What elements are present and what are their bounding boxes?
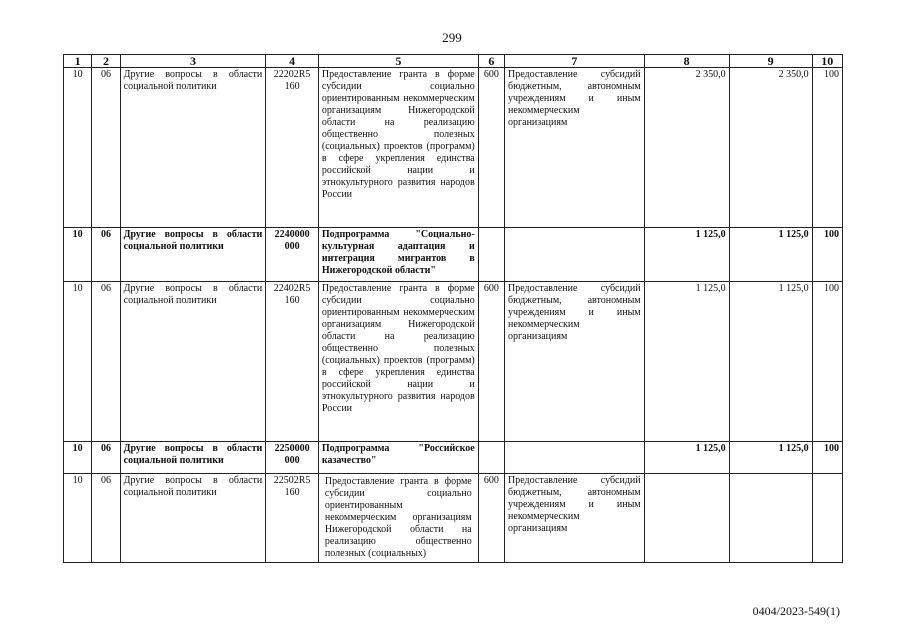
description-cell: Подпрограмма "Российское казачество" (318, 442, 478, 474)
table-row (64, 474, 843, 563)
fact-amount-cell: 1 125,0 (729, 282, 812, 442)
percent-cell: 100 (812, 228, 842, 282)
table-header-row (64, 55, 843, 68)
percent-cell: 100 (812, 282, 842, 442)
table-row (64, 228, 843, 282)
section-cell: 10 (64, 68, 92, 228)
column-header: 8 (644, 55, 729, 68)
name-cell: Другие вопросы в области социальной политики (120, 282, 266, 442)
percent-cell (812, 474, 842, 563)
page-number: 299 (442, 30, 462, 45)
fact-amount-cell: 1 125,0 (729, 228, 812, 282)
table-row (64, 282, 843, 442)
target-code-cell: 22402R5 160 (266, 282, 319, 442)
plan-amount-cell: 1 125,0 (644, 228, 729, 282)
description-cell: Подпрограмма "Социально-культурная адаптация и интеграция мигрантов в Нижегородской области" (318, 228, 478, 282)
section-cell: 10 (64, 282, 92, 442)
subsection-cell: 06 (92, 228, 120, 282)
subsection-cell: 06 (92, 282, 120, 442)
name-cell: Другие вопросы в области социальной политики (120, 228, 266, 282)
target-code-cell: 22502R5 160 (266, 474, 319, 563)
name-cell: Другие вопросы в области социальной политики (120, 68, 266, 228)
document-code: 0404/2023-549(1) (752, 604, 840, 618)
target-code-cell: 2250000 000 (266, 442, 319, 474)
expense-type-name-cell (505, 442, 645, 474)
expense-type-code-cell: 600 (478, 68, 504, 228)
expense-type-code-cell (478, 442, 504, 474)
subsection-cell: 06 (92, 68, 120, 228)
plan-amount-cell: 1 125,0 (644, 282, 729, 442)
column-header: 5 (318, 55, 478, 68)
fact-amount-cell: 2 350,0 (729, 68, 812, 228)
section-cell: 10 (64, 228, 92, 282)
expense-type-code-cell (478, 228, 504, 282)
section-cell: 10 (64, 442, 92, 474)
plan-amount-cell: 2 350,0 (644, 68, 729, 228)
budget-table (63, 54, 843, 563)
name-cell: Другие вопросы в области социальной политики (120, 474, 266, 563)
expense-type-name-cell (505, 228, 645, 282)
description-cell (318, 474, 478, 563)
column-header: 4 (266, 55, 319, 68)
fact-amount-cell (729, 474, 812, 563)
description-cell: Предоставление гранта в форме субсидии социально ориентированным некоммерческим организациям Нижегородской области на реализацию общественно полезных (социальных) проектов (программ) в сфере укрепления единства российской нации и этнокультурного развития народов России (318, 282, 478, 442)
name-cell: Другие вопросы в области социальной политики (120, 442, 266, 474)
column-header: 10 (812, 55, 842, 68)
expense-type-code-cell: 600 (478, 474, 504, 563)
table-row (64, 68, 843, 228)
column-header: 7 (505, 55, 645, 68)
percent-cell: 100 (812, 442, 842, 474)
expense-type-name-cell: Предоставление субсидий бюджетным, автономным учреждениям и иным некоммерческим организациям (505, 68, 645, 228)
target-code-cell: 22202R5 160 (266, 68, 319, 228)
expense-type-name-cell: Предоставление субсидий бюджетным, автономным учреждениям и иным некоммерческим организациям (505, 474, 645, 563)
column-header: 9 (729, 55, 812, 68)
plan-amount-cell (644, 474, 729, 563)
expense-type-code-cell: 600 (478, 282, 504, 442)
table-row (64, 442, 843, 474)
section-cell: 10 (64, 474, 92, 563)
description-cell: Предоставление гранта в форме субсидии социально ориентированным некоммерческим организациям Нижегородской области на реализацию общественно полезных (социальных) проектов (программ) в сфере укрепления единства российской нации и этнокультурного развития народов России (318, 68, 478, 228)
fact-amount-cell: 1 125,0 (729, 442, 812, 474)
column-header: 1 (64, 55, 92, 68)
expense-type-name-cell: Предоставление субсидий бюджетным, автономным учреждениям и иным некоммерческим организациям (505, 282, 645, 442)
column-header: 3 (120, 55, 266, 68)
column-header: 6 (478, 55, 504, 68)
subsection-cell: 06 (92, 474, 120, 563)
percent-cell: 100 (812, 68, 842, 228)
subsection-cell: 06 (92, 442, 120, 474)
target-code-cell: 2240000 000 (266, 228, 319, 282)
column-header: 2 (92, 55, 120, 68)
plan-amount-cell: 1 125,0 (644, 442, 729, 474)
description-text: Предоставление гранта в форме субсидии социально ориентированным некоммерческим организациям Нижегородской области на реализацию общественно полезных (социальных) (324, 476, 472, 559)
